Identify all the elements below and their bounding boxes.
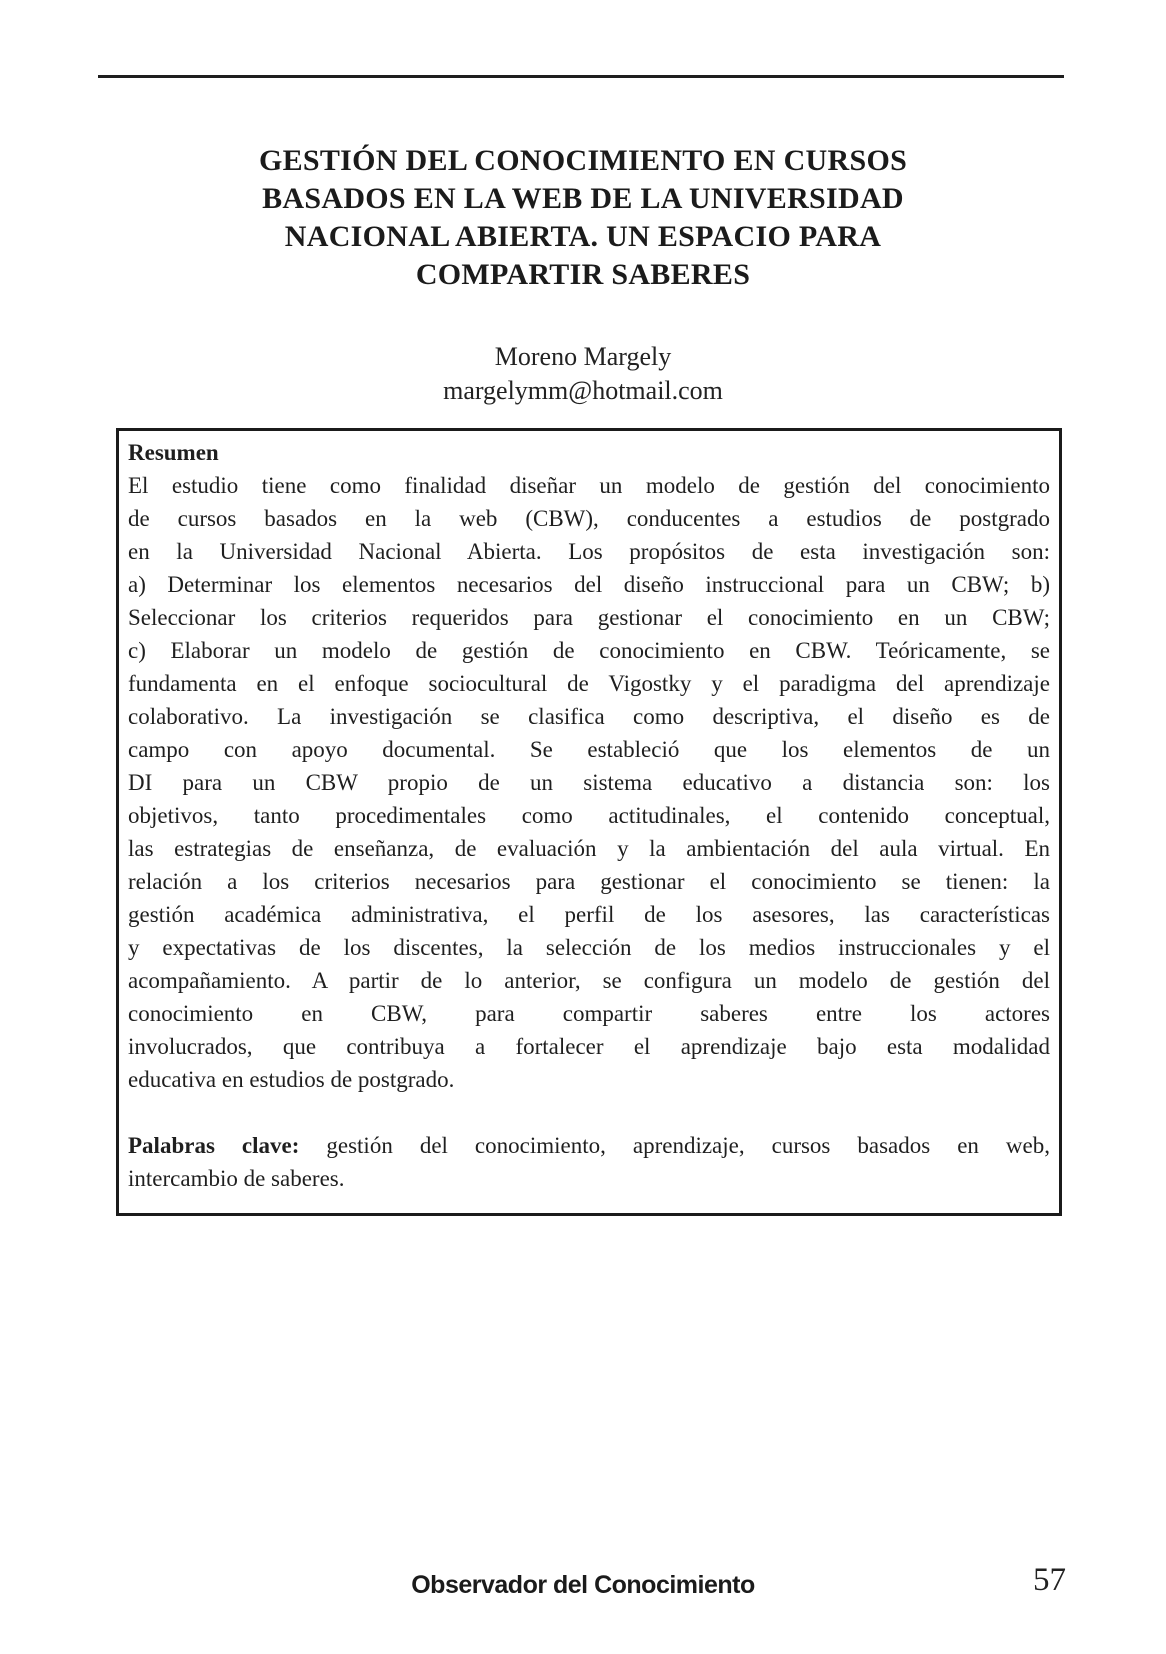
abstract-heading: Resumen [128, 440, 219, 465]
abstract-text-line: acompañamiento. A partir de lo anterior, se configura un modelo de gestión del [128, 968, 1050, 993]
abstract-text-line: a) Determinar los elementos necesarios del diseño instruccional para un CBW; b) [128, 572, 1050, 597]
abstract-text-line: relación a los criterios necesarios para gestionar el conocimiento se tienen: la [128, 869, 1050, 894]
author-email: margelymm@hotmail.com [443, 376, 723, 405]
abstract-text-line: fundamenta en el enfoque sociocultural de Vigostky y el paradigma del aprendizaje [128, 671, 1050, 696]
abstract-text-line: las estrategias de enseñanza, de evaluación y la ambientación del aula virtual. En [128, 836, 1050, 861]
article-title [0, 142, 1166, 294]
abstract-text-line: colaborativo. La investigación se clasifica como descriptiva, el diseño es de [128, 704, 1050, 729]
abstract-text-line: involucrados, que contribuya a fortalecer el aprendizaje bajo esta modalidad [128, 1034, 1050, 1059]
abstract-text-line: y expectativas de los discentes, la selección de los medios instruccionales y el [128, 935, 1050, 960]
article-title-line: GESTIÓN DEL CONOCIMIENTO EN CURSOS [258, 144, 908, 177]
article-title-line: NACIONAL ABIERTA. UN ESPACIO PARA [284, 220, 882, 253]
abstract-text-line: gestión académica administrativa, el perfil de los asesores, las características [128, 902, 1050, 927]
abstract-body [128, 469, 1050, 1096]
keywords-line-2: intercambio de saberes. [128, 1166, 345, 1191]
blank-line [128, 1096, 1050, 1129]
article-title-line: BASADOS EN LA WEB DE LA UNIVERSIDAD [262, 182, 904, 215]
keywords-text: gestión del conocimiento, aprendizaje, cursos basados en web, [299, 1133, 1050, 1158]
article-title-line: COMPARTIR SABERES [415, 258, 751, 291]
abstract-text-line: Seleccionar los criterios requeridos para gestionar el conocimiento en un CBW; [128, 605, 1050, 630]
abstract-text-line: c) Elaborar un modelo de gestión de conocimiento en CBW. Teóricamente, se [128, 638, 1050, 663]
abstract-box [116, 428, 1062, 1216]
page-number: 57 [1033, 1562, 1066, 1598]
abstract-text-line: de cursos basados en la web (CBW), conducentes a estudios de postgrado [128, 506, 1050, 531]
author-name: Moreno Margely [494, 342, 672, 371]
abstract-text-line: objetivos, tanto procedimentales como actitudinales, el contenido conceptual, [128, 803, 1050, 828]
abstract-text-line: campo con apoyo documental. Se estableció que los elementos de un [128, 737, 1050, 762]
abstract-text-line: El estudio tiene como finalidad diseñar un modelo de gestión del conocimiento [128, 473, 1050, 498]
abstract-text-line: DI para un CBW propio de un sistema educativo a distancia son: los [128, 770, 1050, 795]
journal-name: Observador del Conocimiento [411, 1571, 755, 1599]
abstract-text-line: en la Universidad Nacional Abierta. Los propósitos de esta investigación son: [128, 539, 1050, 564]
keywords-line-1 [128, 1129, 1050, 1162]
abstract-text-line: conocimiento en CBW, para compartir saberes entre los actores [128, 1001, 1050, 1026]
header-rule [98, 75, 1064, 78]
abstract-text-line: educativa en estudios de postgrado. [128, 1067, 455, 1092]
keywords-label: Palabras clave: [128, 1133, 300, 1158]
